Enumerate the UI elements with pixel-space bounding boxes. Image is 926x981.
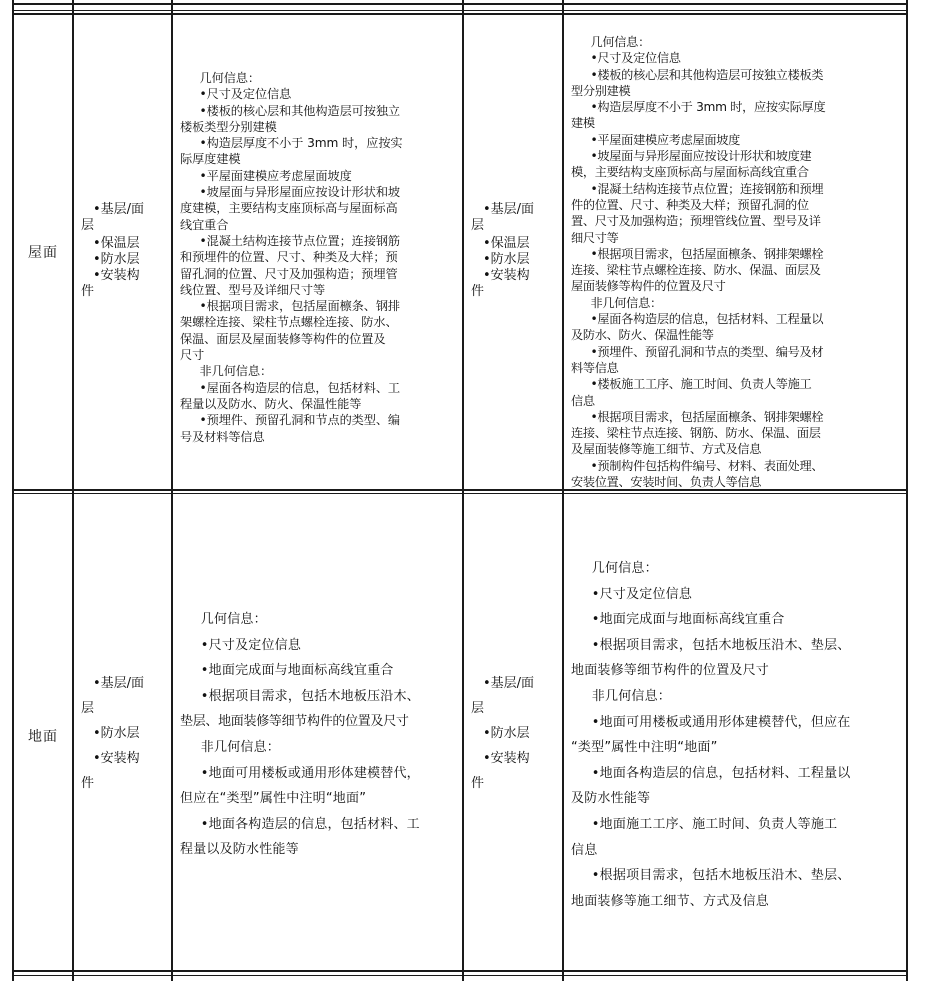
text-line: 程量以及防水、防火、保温性能等 <box>180 396 362 411</box>
text-line: •地面可用楼板或通用形体建模替代， <box>200 765 420 781</box>
text-line: 信息 <box>571 393 595 408</box>
component-item: •安装构 <box>93 268 140 283</box>
text-line: 尺寸 <box>180 348 205 363</box>
text-line: 及防水、防火、保温性能等 <box>571 328 714 343</box>
text-line: 件的位置、尺寸、种类及大样；预留孔洞的位 <box>571 197 809 212</box>
component-item: 件 <box>471 776 485 791</box>
text-line: 程量以及防水性能等 <box>180 842 299 858</box>
text-line: •根据项目需求，包括木地板压沿木、 <box>200 688 420 704</box>
text-line: 及屋面装修等施工细节、方式及信息 <box>571 442 762 457</box>
text-line: 模，主要结构支座顶标高与屋面标高线宜重合 <box>571 165 809 180</box>
text-line: •预埋件、预留孔洞和节点的类型、编号及材 <box>590 344 824 359</box>
col-line-1 <box>72 0 74 981</box>
floor-col1-text <box>180 607 461 863</box>
text-line: •屋面各构造层的信息，包括材料、工程量以 <box>590 312 824 327</box>
component-item: •安装构 <box>483 268 530 283</box>
text-line: •根据项目需求，包括屋面檩条、钢排 <box>199 299 401 314</box>
col-line-5 <box>906 0 908 981</box>
row-divider-3b <box>12 975 908 976</box>
row-name-roof: 屋面 <box>28 245 58 261</box>
text-line: 度建模，主要结构支座顶标高与屋面标高 <box>180 201 398 216</box>
text-line: 线宜重合 <box>180 217 229 232</box>
col-line-4 <box>562 0 564 981</box>
text-line: •地面可用楼板或通用形体建模替代，但应在 <box>591 714 851 730</box>
roof-col2-text <box>571 34 905 490</box>
text-line: •地面完成面与地面标高线宜重合 <box>200 663 394 679</box>
text-line: 地面装修等细节构件的位置及尺寸 <box>571 663 770 679</box>
text-line: 非几何信息： <box>591 688 671 704</box>
components-floor-2 <box>463 671 562 796</box>
text-line: 际厚度建模 <box>180 152 241 167</box>
text-line: 连接、梁柱节点螺栓连接、防水、保温、面层及 <box>571 263 821 278</box>
component-item: •保温层 <box>483 236 530 251</box>
text-line: •根据项目需求，包括屋面檩条、钢排架螺栓 <box>590 246 824 261</box>
text-line: 型分别建模 <box>571 83 631 98</box>
text-line: 屋面装修等构件的位置及尺寸 <box>571 279 726 294</box>
component-item: 件 <box>81 776 95 791</box>
text-line: •混凝土结构连接节点位置；连接钢筋 <box>199 233 401 248</box>
row-divider-2b <box>12 493 908 494</box>
component-item: •基层/面 <box>483 676 535 691</box>
text-line: •尺寸及定位信息 <box>590 51 681 66</box>
col-line-2 <box>171 0 173 981</box>
text-line: 连接、梁柱节点连接、钢筋、防水、保温、面层 <box>571 426 821 441</box>
text-line: 非几何信息： <box>199 364 273 379</box>
component-item: 件 <box>81 284 95 299</box>
components-roof-2 <box>463 202 562 300</box>
text-line: •根据项目需求，包括木地板压沿木、垫层、 <box>591 637 851 653</box>
component-item: •安装构 <box>93 751 140 766</box>
component-item: •基层/面 <box>93 676 145 691</box>
component-item: 层 <box>81 701 95 716</box>
components-roof <box>73 202 171 300</box>
text-line: 但应在“类型”属性中注明“地面” <box>180 791 367 807</box>
text-line: •构造层厚度不小于 3mm 时，应按实 <box>199 136 403 151</box>
component-item: •防水层 <box>483 252 530 267</box>
row-divider-1 <box>12 13 908 15</box>
table-top-border <box>12 3 908 5</box>
text-line: 地面装修等施工细节、方式及信息 <box>571 893 770 909</box>
text-line: •楼板的核心层和其他构造层可按独立楼板类 <box>590 67 824 82</box>
component-item: •防水层 <box>93 252 140 267</box>
text-line: 非几何信息： <box>590 295 662 310</box>
text-line: 和预埋件的位置、尺寸、种类及大样；预 <box>180 250 398 265</box>
text-line: 几何信息： <box>590 35 650 49</box>
text-line: •地面施工工序、施工时间、负责人等施工 <box>591 816 838 832</box>
row-name-floor: 地面 <box>28 729 58 745</box>
text-line: •混凝土结构连接节点位置；连接钢筋和预埋 <box>590 181 824 196</box>
text-line: 架螺栓连接、梁柱节点螺栓连接、防水、 <box>180 315 398 330</box>
text-line: •构造层厚度不小于 3mm 时，应按实际厚度 <box>590 100 826 115</box>
row-divider-3 <box>12 970 908 972</box>
text-line: 细尺寸等 <box>571 230 619 245</box>
text-line: 信息 <box>571 842 598 858</box>
text-line: 保温、面层及屋面装修等构件的位置及 <box>180 331 386 346</box>
text-line: •尺寸及定位信息 <box>200 637 302 653</box>
text-line: •预埋件、预留孔洞和节点的类型、编 <box>199 413 401 428</box>
text-line: •屋面各构造层的信息，包括材料、工 <box>199 380 401 395</box>
text-line: •坡屋面与异形屋面应按设计形状和坡 <box>199 185 401 200</box>
text-line: •地面完成面与地面标高线宜重合 <box>591 612 785 628</box>
text-line: 建模 <box>571 116 595 131</box>
text-line: •楼板施工工序、施工时间、负责人等施工 <box>590 377 812 392</box>
component-item: •保温层 <box>93 236 140 251</box>
component-item: •基层/面 <box>483 202 535 217</box>
component-item: 件 <box>471 284 485 299</box>
component-item: •防水层 <box>93 726 140 741</box>
roof-col1-text <box>180 70 460 445</box>
text-line: •尺寸及定位信息 <box>591 586 693 602</box>
component-item: •安装构 <box>483 751 530 766</box>
component-item: 层 <box>81 218 95 233</box>
text-line: 非几何信息： <box>200 739 280 755</box>
text-line: •根据项目需求，包括屋面檩条、钢排架螺栓 <box>590 409 824 424</box>
component-item: 层 <box>471 218 485 233</box>
component-item: 层 <box>471 701 485 716</box>
text-line: •根据项目需求，包括木地板压沿木、垫层、 <box>591 868 851 884</box>
text-line: 号及材料等信息 <box>180 429 265 444</box>
text-line: •坡屋面与异形屋面应按设计形状和坡度建 <box>590 149 812 164</box>
text-line: 安装位置、安装时间、负责人等信息 <box>571 475 762 490</box>
text-line: 楼板类型分别建模 <box>180 119 277 134</box>
text-line: •地面各构造层的信息，包括材料、工 <box>200 816 420 832</box>
text-line: 留孔洞的位置、尺寸及加强构造；预埋管 <box>180 266 398 281</box>
component-item: •基层/面 <box>93 202 145 217</box>
component-item: •防水层 <box>483 726 530 741</box>
text-line: 几何信息： <box>199 71 260 85</box>
col-line-0 <box>12 0 14 981</box>
text-line: •地面各构造层的信息，包括材料、工程量以 <box>591 765 851 781</box>
text-line: 及防水性能等 <box>571 791 651 807</box>
text-line: •尺寸及定位信息 <box>199 87 292 102</box>
text-line: 料等信息 <box>571 360 619 375</box>
text-line: 线位置、型号及详细尺寸等 <box>180 282 326 297</box>
text-line: •平屋面建模应考虑屋面坡度 <box>590 132 741 147</box>
text-line: •楼板的核心层和其他构造层可按独立 <box>199 103 401 118</box>
floor-col2-text <box>571 556 905 914</box>
row-divider-1b <box>12 10 908 11</box>
text-line: “类型”属性中注明“地面” <box>571 740 718 756</box>
components-floor <box>73 671 171 796</box>
text-line: •平屋面建模应考虑屋面坡度 <box>199 168 352 183</box>
text-line: 垫层、地面装修等细节构件的位置及尺寸 <box>180 714 409 730</box>
text-line: •预制构件包括构件编号、材料、表面处理、 <box>590 458 824 473</box>
text-line: 几何信息： <box>200 612 267 627</box>
col-line-3 <box>462 0 464 981</box>
text-line: 置、尺寸及加强构造；预埋管线位置、型号及详 <box>571 214 821 229</box>
text-line: 几何信息： <box>591 561 658 576</box>
